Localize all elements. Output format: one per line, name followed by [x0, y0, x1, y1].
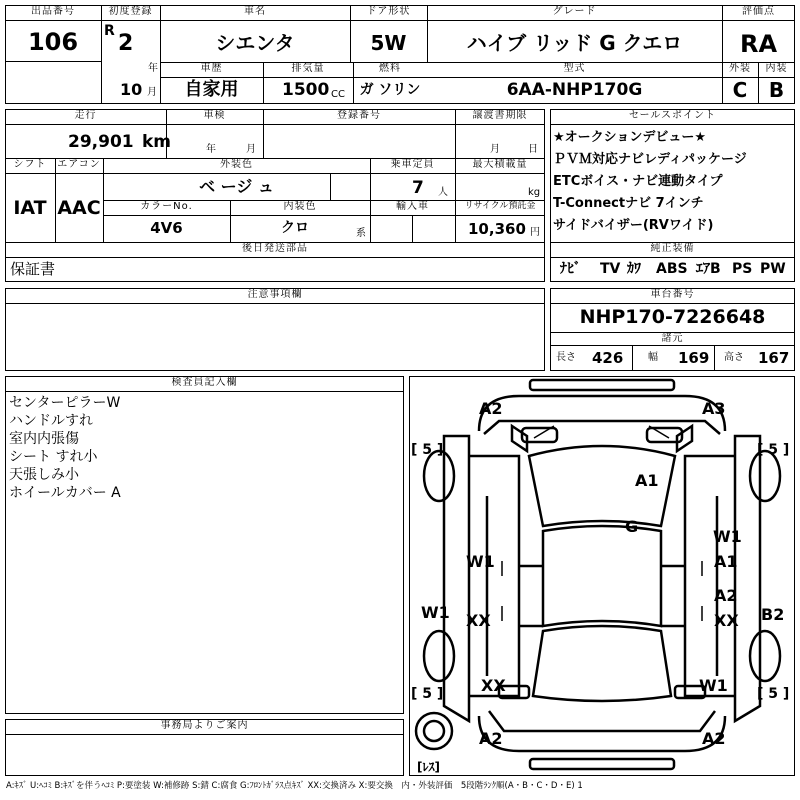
notes-box — [5, 288, 545, 371]
equipment-item: PW — [760, 261, 786, 277]
damage-mark: A1 — [714, 552, 738, 571]
color-number-label: カラーNo. — [140, 201, 193, 212]
notes-label: 注意事項欄 — [247, 289, 303, 300]
car-history-label: 車歴 — [200, 63, 223, 74]
equipment-item: ｴｱB — [696, 261, 721, 277]
equipment-item: ｶﾜ — [627, 261, 641, 277]
damage-mark: W1 — [466, 552, 495, 571]
fuel: ガ ソリン — [359, 82, 421, 98]
damage-mark: B2 — [761, 605, 785, 624]
inspector-line: シート すれ小 — [9, 449, 98, 465]
model-label: 型式 — [563, 63, 586, 74]
exterior-grade: C — [732, 78, 748, 102]
door-type-label: ドア形状 — [366, 6, 411, 17]
damage-mark: A2 — [479, 399, 503, 418]
aircon-label: エアコン — [57, 159, 101, 170]
tire-tread-right-front: [ 5 ] — [757, 442, 790, 458]
exterior-label: 外装 — [729, 63, 751, 74]
car-name-label: 車名 — [244, 6, 266, 17]
damage-mark: A3 — [702, 399, 726, 418]
shift: IAT — [13, 197, 47, 219]
sales-points-label: セールスポイント — [628, 110, 717, 121]
evaluation-score: RA — [739, 30, 778, 58]
damage-mark: G — [625, 517, 639, 536]
seats: 7 — [412, 178, 424, 198]
door-type: 5W — [370, 31, 407, 55]
interior-color: クロ — [281, 220, 309, 236]
tire-tread-left-rear: [ 5 ] — [411, 686, 444, 702]
height: 167 — [758, 349, 790, 367]
damage-mark: A2 — [702, 729, 726, 748]
lot-number: 106 — [27, 28, 79, 56]
inspector-line: センターピラーW — [9, 395, 121, 411]
damage-mark: A2 — [714, 586, 738, 605]
max-load-unit: kg — [528, 187, 541, 198]
inspection-year-unit: 年 — [206, 144, 216, 155]
damage-mark: W1 — [699, 676, 728, 695]
inspection-month-unit: 月 — [246, 144, 256, 155]
inspector-line: 天張しみ小 — [9, 467, 79, 483]
month-unit: 月 — [147, 87, 157, 98]
inspection-label: 車検 — [203, 110, 226, 121]
interior-color-unit: 系 — [356, 228, 366, 239]
damage-mark: A1 — [635, 471, 659, 490]
transfer-month-unit: 月 — [490, 144, 500, 155]
later-parts: 保証書 — [10, 260, 56, 278]
era-mark: R — [104, 23, 115, 39]
later-parts-label: 後日発送部品 — [242, 243, 308, 254]
registration-number-label: 登録番号 — [337, 110, 381, 121]
equipment-item: PS — [732, 261, 753, 277]
width-label: 幅 — [648, 352, 658, 363]
import-label: 輸入車 — [396, 201, 429, 212]
equipment-item: ﾅﾋﾞ — [560, 261, 581, 277]
car-name: シエンタ — [215, 31, 295, 55]
tire-tread-left-front: [ 5 ] — [411, 442, 444, 458]
width: 169 — [678, 349, 710, 367]
recycle-fee: 10,360 — [468, 220, 526, 238]
sales-point: ＰＶＭ対応ナビレディパッケージ — [553, 152, 747, 167]
sales-point: ★オークションデビュー★ — [553, 130, 707, 145]
displacement: 1500 — [282, 80, 330, 100]
damage-mark: W1 — [421, 603, 450, 622]
first-registration-label: 初度登録 — [108, 6, 153, 17]
transfer-day-unit: 日 — [528, 144, 538, 155]
seats-unit: 人 — [438, 187, 448, 198]
chassis-label: 車台番号 — [650, 289, 695, 300]
inspector-label: 検査員記入欄 — [171, 377, 238, 388]
max-load-label: 最大積載量 — [472, 159, 528, 170]
damage-mark: A2 — [479, 729, 503, 748]
recycle-fee-label: リサイクル預託金 — [464, 201, 536, 211]
equipment-item: ABS — [656, 261, 688, 277]
sales-point: T-Connectナビ 7インチ — [553, 196, 704, 211]
car-history: 自家用 — [184, 79, 239, 100]
height-label: 高さ — [724, 352, 744, 363]
damage-mark: XX — [481, 676, 506, 695]
displacement-label: 排気量 — [291, 63, 325, 74]
equipment-item: TV — [600, 261, 621, 277]
damage-mark: XX — [466, 611, 491, 630]
interior-grade: B — [768, 78, 785, 102]
recycle-fee-unit: 円 — [530, 227, 540, 238]
equipment-label: 純正装備 — [650, 243, 695, 254]
displacement-unit: CC — [331, 89, 345, 100]
length-label: 長さ — [556, 352, 576, 363]
fuel-label: 燃料 — [379, 63, 401, 74]
mileage-unit: km — [142, 132, 172, 152]
legend: A:ｷｽﾞ U:ﾍｺﾐ B:ｷｽﾞを伴うﾍｺﾐ P:要塗装 W:補修跡 S:錆 C:腐食 G:ﾌﾛﾝﾄｶﾞﾗｽ点ｷｽﾞ XX:交換済み X:要交換 内・外装評価 5段階ﾗﾝｸ順(A・B・C・D・E) 1 — [6, 781, 583, 791]
model-code: 6AA-NHP170G — [506, 80, 643, 100]
sales-point: ETCボイス・ナビ連動タイプ — [553, 174, 723, 189]
color-number: 4V6 — [150, 219, 183, 237]
interior-label: 内装 — [765, 63, 788, 74]
year-unit: 年 — [148, 63, 158, 74]
interior-color-label: 内装色 — [283, 201, 317, 212]
grade-label: グレード — [552, 6, 597, 17]
exterior-color-label: 外装色 — [220, 159, 253, 170]
chassis-number: NHP170-7226648 — [579, 306, 766, 328]
registration-month: 10 — [120, 80, 143, 99]
damage-mark: XX — [714, 611, 739, 630]
length: 426 — [592, 349, 624, 367]
mileage-label: 走行 — [74, 110, 97, 121]
lot-number-label: 出品番号 — [31, 6, 75, 17]
inspector-line: ホイールカバー A — [9, 485, 121, 501]
exterior-color: ベ ージ ュ — [199, 177, 274, 196]
tire-tread-right-rear: [ 5 ] — [757, 686, 790, 702]
office-label: 事務局よりご案内 — [160, 720, 249, 731]
sales-point: サイドバイザー(RVワイド) — [553, 218, 714, 233]
transfer-deadline-label: 譲渡書期限 — [472, 110, 528, 121]
damage-mark: W1 — [713, 527, 742, 546]
grade: ハイブ リッド G クエロ — [466, 31, 683, 55]
registration-year: 2 — [118, 31, 134, 56]
inspector-line: 室内内張傷 — [9, 431, 79, 447]
spare-tire-status: [ﾚｽ] — [417, 760, 440, 774]
inspector-line: ハンドルすれ — [9, 413, 93, 429]
dimensions-label: 諸元 — [661, 333, 684, 344]
car-diagram — [409, 376, 795, 776]
shift-label: シフト — [13, 159, 47, 170]
seats-label: 乗車定員 — [390, 159, 435, 170]
aircon: AAC — [57, 197, 101, 219]
score-label: 評価点 — [742, 6, 775, 17]
mileage: 29,901 — [68, 132, 134, 152]
